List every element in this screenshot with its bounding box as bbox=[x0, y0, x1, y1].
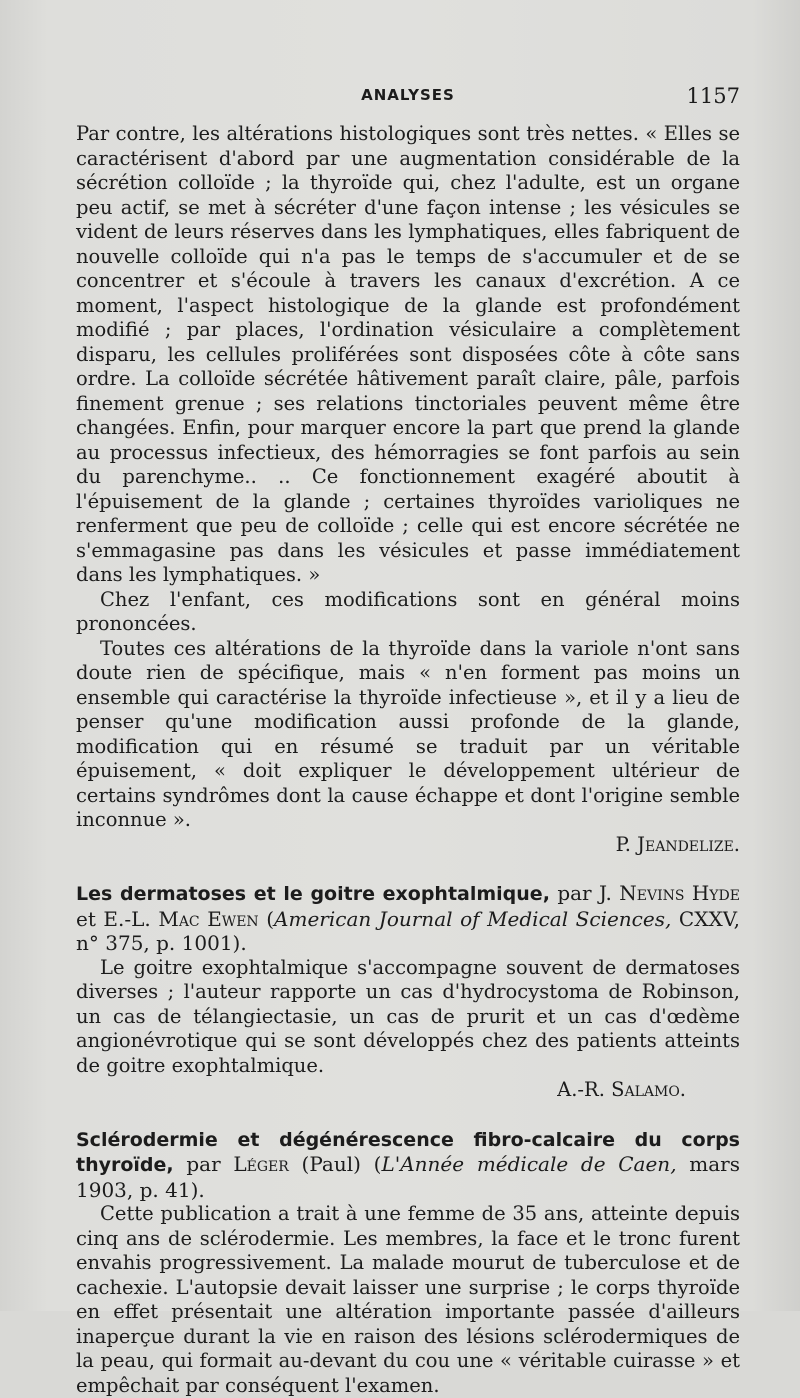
page-header bbox=[76, 84, 740, 112]
running-title: ANALYSES bbox=[76, 86, 740, 104]
signature-line bbox=[76, 833, 740, 858]
title-main: Sclérodermie et dégénérescence fibro-calcaire du corps thyroïde, bbox=[76, 1129, 740, 1177]
paragraph-text: Toutes ces altérations de la thyroïde dans la variole n'ont sans doute rien de spécifique, mais « n'en forment pas moins un ensemble qui caractérise la thyroïde infectieuse », et il y a lieu de penser qu'une modification aussi profonde de la glande, modification qui en résumé se traduit par un véritable épuisement, « doit expliquer le développement ultérieur de certains syndrômes dont la cause échappe et dont l'origine semble inconnue ». bbox=[76, 637, 740, 832]
paragraph: Chez l'enfant, ces modifications sont en général moins prononcées. bbox=[76, 588, 740, 637]
page-number: 1157 bbox=[687, 84, 740, 108]
journal-name: American Journal of Medical Sciences, bbox=[274, 907, 671, 931]
paragraph: Le goitre exophtalmique s'accompagne souvent de dermatoses diverses ; l'auteur rapporte un cas d'hydrocystoma de Robinson, un cas de télangiectasie, un cas de prurit et un cas d'œdème angionévrotique qui se sont développés chez des patients atteints de goitre exophtalmique. bbox=[76, 956, 740, 1079]
reference: mars 1903, p. 41). bbox=[76, 1152, 740, 1202]
title-par: par bbox=[174, 1152, 234, 1176]
paragraph bbox=[76, 637, 740, 833]
article-title bbox=[76, 881, 740, 956]
article-title bbox=[76, 1127, 740, 1203]
author-name: Nevins Hyde bbox=[619, 881, 740, 905]
article-sclerodermie bbox=[76, 1127, 740, 1398]
author-firstname: (Paul) ( bbox=[289, 1152, 382, 1176]
signature-line bbox=[76, 1078, 740, 1103]
title-main: Les dermatoses et le goitre exophtalmique, bbox=[76, 883, 550, 905]
paragraph: Par contre, les altérations histologiques sont très nettes. « Elles se caractérisent d'abord par une augmentation considérable de la sécrétion colloïde ; la thyroïde qui, chez l'adulte, est un organe peu actif, se met à sécréter d'une façon intense ; les vésicules se vident de leurs réserves dans les lymphatiques, elles fabriquent de nouvelle colloïde qui n'a pas le temps de s'accumuler et de se concentrer et s'écoule à travers les canaux d'excrétion. A ce moment, l'aspect histologique de la glande est profondément modifié ; par places, l'ordination vésiculaire a complètement disparu, les cellules proliférées sont disposées côte à côte sans ordre. La colloïde sécrétée hâtivement paraît claire, pâle, parfois finement grenue ; ses relations tinctoriales peuvent même être changées. Enfin, pour marquer encore la part que prend la glande au processus infectieux, des hémorragies se font parfois au sein du parenchyme.. .. Ce fonctionnement exagéré aboutit à l'épuisement de la glande ; certaines thyroïdes varioliques ne renferment que peu de colloïde ; celle qui est encore sécrétée ne s'emmagasine pas dans les vésicules et passe immédiatement dans les lymphatiques. » bbox=[76, 122, 740, 588]
author-name: Léger bbox=[233, 1152, 288, 1176]
signature: P. Jeandelize. bbox=[616, 833, 740, 858]
title-open-paren: ( bbox=[259, 907, 274, 931]
journal-name: L'Année médicale de Caen, bbox=[381, 1152, 676, 1176]
article-thyroid-variola bbox=[76, 122, 740, 857]
reference: CXXV, n° 375, p. 1001). bbox=[76, 907, 740, 956]
article-dermatoses bbox=[76, 881, 740, 1103]
title-and: et E.-L. bbox=[76, 907, 158, 931]
page-body bbox=[76, 122, 740, 1398]
title-par: par J. bbox=[550, 881, 619, 905]
signature: A.-R. Salamo. bbox=[557, 1078, 686, 1103]
author-name: Mac Ewen bbox=[158, 907, 258, 931]
paragraph: Cette publication a trait à une femme de 35 ans, atteinte depuis cinq ans de sclérodermie. Les membres, la face et le tronc furent envahis progressivement. La malade mourut de tuberculose et de cachexie. L'autopsie devait laisser une surprise ; le corps thyroïde en effet présentait une altération importante passée d'ailleurs inaperçue durant la vie en raison des lésions sclérodermiques de la peau, qui formait au-devant du cou une « véritable cuirasse » et empêchait par conséquent l'examen. bbox=[76, 1202, 740, 1398]
